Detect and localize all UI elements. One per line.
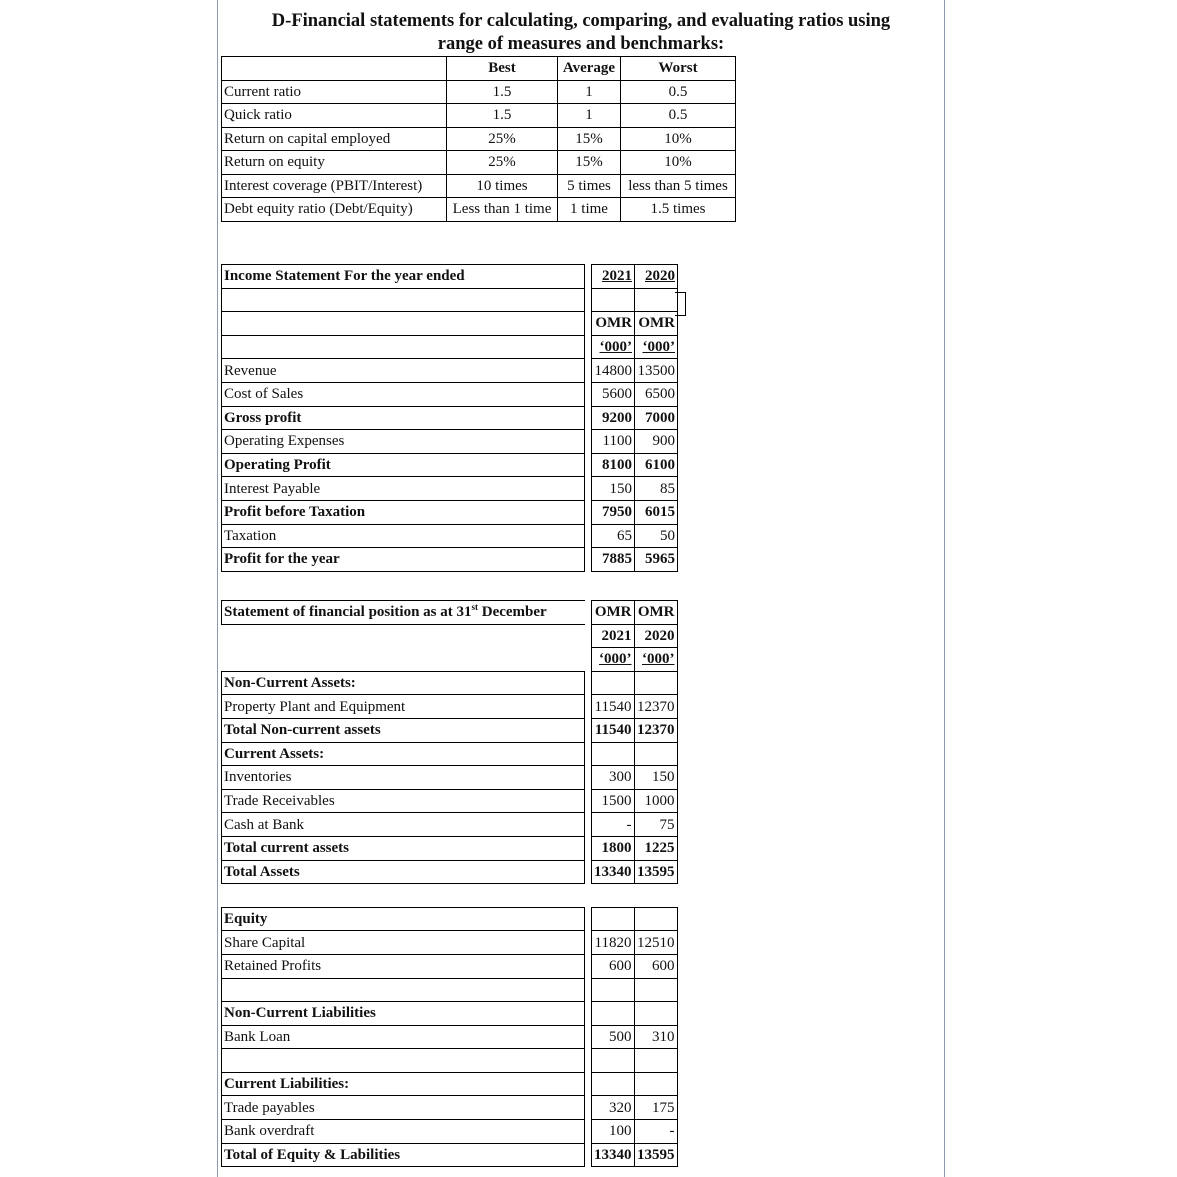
benchmark-worst: 10% [621, 151, 736, 175]
benchmark-label: Debt equity ratio (Debt/Equity) [222, 198, 447, 222]
is-row [222, 524, 678, 548]
fp-y2: 75 [634, 813, 677, 837]
fp-y2: 12370 [634, 695, 677, 719]
fp-blank [634, 907, 677, 931]
fp-row [222, 1096, 678, 1120]
benchmark-average: 15% [558, 151, 621, 175]
financial-position-table [221, 600, 678, 1167]
is-gap [585, 312, 592, 336]
fp-y2: - [634, 1120, 677, 1144]
benchmark-worst: less than 5 times [621, 174, 736, 198]
fp-label: Inventories [222, 766, 585, 790]
is-y2: 6500 [635, 382, 678, 406]
fp-section-row [222, 1072, 678, 1096]
is-unit-2: ‘000’ [635, 335, 678, 359]
fp-spacer-row [222, 1049, 678, 1073]
is-y1: 8100 [592, 453, 635, 477]
fp-y2: 600 [634, 954, 677, 978]
title-line-1: D-Financial statements for calculating, comparing, and evaluating ratios using [271, 11, 891, 31]
fp-row [222, 860, 678, 884]
is-y2: 7000 [635, 406, 678, 430]
fp-y1: 13340 [591, 1143, 634, 1167]
fp-y2: 175 [634, 1096, 677, 1120]
fp-currency-1: OMR [591, 601, 634, 625]
fp-blank [634, 884, 677, 908]
is-label: Revenue [222, 359, 585, 383]
fp-y2: 310 [634, 1025, 677, 1049]
is-blank [222, 288, 585, 312]
benchmark-label: Current ratio [222, 80, 447, 104]
is-y2: 5965 [635, 548, 678, 572]
benchmarks-header-row [222, 57, 736, 81]
stray-cell-border [675, 292, 686, 316]
is-gap [585, 548, 592, 572]
fp-heading-text-end: December [478, 604, 547, 621]
fp-blank [591, 742, 634, 766]
is-label: Operating Profit [222, 453, 585, 477]
benchmark-worst: 10% [621, 127, 736, 151]
benchmark-row [222, 151, 736, 175]
fp-y1: - [591, 813, 634, 837]
fp-label: Bank Loan [222, 1025, 585, 1049]
is-row [222, 382, 678, 406]
fp-blank [591, 1072, 634, 1096]
fp-row [222, 766, 678, 790]
fp-section-row [222, 742, 678, 766]
fp-label: Total current assets [222, 836, 585, 860]
is-blank [222, 335, 585, 359]
fp-heading [222, 601, 585, 625]
fp-label: Total Non-current assets [222, 718, 585, 742]
fp-row [222, 789, 678, 813]
benchmarks-header-blank [222, 57, 447, 81]
benchmark-average: 15% [558, 127, 621, 151]
fp-blank [591, 1002, 634, 1026]
header-worst: Worst [621, 57, 736, 81]
is-unit-1: ‘000’ [592, 335, 635, 359]
is-y1: 5600 [592, 382, 635, 406]
fp-section-row [222, 1002, 678, 1026]
is-row [222, 359, 678, 383]
is-y2: 13500 [635, 359, 678, 383]
benchmark-average: 1 [558, 80, 621, 104]
fp-currency-2: OMR [634, 601, 677, 625]
is-y1: 14800 [592, 359, 635, 383]
is-gap [585, 288, 592, 312]
fp-year-row [222, 624, 678, 648]
fp-label: Cash at Bank [222, 813, 585, 837]
benchmark-label: Quick ratio [222, 104, 447, 128]
benchmark-row [222, 104, 736, 128]
is-heading-row [222, 265, 678, 289]
fp-row [222, 695, 678, 719]
fp-label: Trade Receivables [222, 789, 585, 813]
benchmark-average: 1 time [558, 198, 621, 222]
benchmark-worst: 0.5 [621, 80, 736, 104]
is-label: Cost of Sales [222, 382, 585, 406]
fp-blank [222, 624, 585, 648]
fp-y1: 1500 [591, 789, 634, 813]
right-page-border [944, 0, 945, 1177]
title-line-2: range of measures and benchmarks: [437, 34, 725, 54]
is-y2: 6100 [635, 453, 678, 477]
fp-label: Total of Equity & Labilities [222, 1143, 585, 1167]
fp-blank [634, 1049, 677, 1073]
fp-spacer-row [222, 978, 678, 1002]
is-gap [585, 500, 592, 524]
fp-unit-1: ‘000’ [591, 648, 634, 672]
header-best: Best [447, 57, 558, 81]
fp-label: Bank overdraft [222, 1120, 585, 1144]
is-blank [592, 288, 635, 312]
fp-year2: 2020 [634, 624, 677, 648]
fp-blank [634, 742, 677, 766]
fp-y2: 13595 [634, 1143, 677, 1167]
benchmark-row [222, 80, 736, 104]
fp-y1: 500 [591, 1025, 634, 1049]
fp-label: Trade payables [222, 1096, 585, 1120]
benchmark-row [222, 127, 736, 151]
fp-year1: 2021 [591, 624, 634, 648]
fp-y2: 12370 [634, 718, 677, 742]
is-y1: 1100 [592, 430, 635, 454]
benchmark-best: Less than 1 time [447, 198, 558, 222]
is-row [222, 453, 678, 477]
fp-blank [634, 671, 677, 695]
fp-row [222, 931, 678, 955]
is-label: Gross profit [222, 406, 585, 430]
fp-y2: 12510 [634, 931, 677, 955]
fp-blank [591, 884, 634, 908]
fp-row [222, 1120, 678, 1144]
is-gap [585, 524, 592, 548]
is-gap [585, 265, 592, 289]
fp-row [222, 836, 678, 860]
fp-blank [591, 671, 634, 695]
fp-y2: 1225 [634, 836, 677, 860]
is-gap [585, 430, 592, 454]
is-y1: 9200 [592, 406, 635, 430]
fp-label: Share Capital [222, 931, 585, 955]
fp-label: Retained Profits [222, 954, 585, 978]
is-y2: 50 [635, 524, 678, 548]
is-y2: 900 [635, 430, 678, 454]
benchmark-label: Interest coverage (PBIT/Interest) [222, 174, 447, 198]
fp-y2: 1000 [634, 789, 677, 813]
is-label: Taxation [222, 524, 585, 548]
fp-section-row [222, 671, 678, 695]
benchmark-label: Return on capital employed [222, 127, 447, 151]
is-year2: 2020 [635, 265, 678, 289]
fp-unit-row [222, 648, 678, 672]
fp-section-heading: Current Assets: [222, 742, 585, 766]
is-row [222, 430, 678, 454]
benchmark-row [222, 174, 736, 198]
document-title [218, 10, 944, 56]
fp-row [222, 718, 678, 742]
fp-y1: 11540 [591, 718, 634, 742]
fp-y2: 13595 [634, 860, 677, 884]
fp-label: Total Assets [222, 860, 585, 884]
benchmark-best: 10 times [447, 174, 558, 198]
fp-y1: 320 [591, 1096, 634, 1120]
fp-section-row [222, 907, 678, 931]
fp-blank [222, 884, 585, 908]
benchmark-worst: 0.5 [621, 104, 736, 128]
benchmark-best: 1.5 [447, 80, 558, 104]
fp-row [222, 1143, 678, 1167]
fp-y1: 1800 [591, 836, 634, 860]
fp-y1: 100 [591, 1120, 634, 1144]
is-gap [585, 477, 592, 501]
fp-blank [222, 978, 585, 1002]
fp-blank [222, 1049, 585, 1073]
fp-heading-sup: st [471, 602, 478, 613]
benchmark-best: 25% [447, 151, 558, 175]
fp-y1: 13340 [591, 860, 634, 884]
fp-y1: 600 [591, 954, 634, 978]
benchmark-worst: 1.5 times [621, 198, 736, 222]
is-unit-row [222, 335, 678, 359]
fp-heading-row [222, 601, 678, 625]
is-gap [585, 453, 592, 477]
fp-blank [591, 978, 634, 1002]
is-y1: 7885 [592, 548, 635, 572]
benchmark-label: Return on equity [222, 151, 447, 175]
is-gap [585, 382, 592, 406]
benchmark-average: 5 times [558, 174, 621, 198]
fp-y1: 11540 [591, 695, 634, 719]
fp-section-heading: Current Liabilities: [222, 1072, 585, 1096]
is-y1: 150 [592, 477, 635, 501]
is-currency-row [222, 312, 678, 336]
fp-y1: 11820 [591, 931, 634, 955]
income-statement-table [221, 264, 678, 572]
is-gap [585, 359, 592, 383]
is-currency-2: OMR [635, 312, 678, 336]
is-row [222, 548, 678, 572]
is-gap [585, 406, 592, 430]
fp-section-heading: Equity [222, 907, 585, 931]
is-y1: 65 [592, 524, 635, 548]
fp-unit-2: ‘000’ [634, 648, 677, 672]
fp-blank [222, 648, 585, 672]
fp-blank [591, 907, 634, 931]
is-heading: Income Statement For the year ended [222, 265, 585, 289]
left-page-border [217, 0, 218, 1177]
benchmark-row [222, 198, 736, 222]
is-label: Operating Expenses [222, 430, 585, 454]
is-blank [635, 288, 678, 312]
fp-blank [591, 1049, 634, 1073]
is-row [222, 406, 678, 430]
is-y2: 85 [635, 477, 678, 501]
fp-row [222, 813, 678, 837]
fp-y1: 300 [591, 766, 634, 790]
benchmarks-table [221, 56, 736, 222]
fp-label: Property Plant and Equipment [222, 695, 585, 719]
fp-y2: 150 [634, 766, 677, 790]
is-blank [222, 312, 585, 336]
is-gap [585, 335, 592, 359]
is-label: Profit before Taxation [222, 500, 585, 524]
fp-row [222, 954, 678, 978]
is-blank-row [222, 288, 678, 312]
is-row [222, 500, 678, 524]
is-year1: 2021 [592, 265, 635, 289]
benchmark-best: 25% [447, 127, 558, 151]
fp-spacer-row [222, 884, 678, 908]
is-currency-1: OMR [592, 312, 635, 336]
fp-blank [634, 1072, 677, 1096]
is-row [222, 477, 678, 501]
fp-heading-text: Statement of financial position as at 31 [224, 604, 472, 621]
fp-blank [634, 978, 677, 1002]
header-average: Average [558, 57, 621, 81]
is-y2: 6015 [635, 500, 678, 524]
fp-section-heading: Non-Current Liabilities [222, 1002, 585, 1026]
fp-section-heading: Non-Current Assets: [222, 671, 585, 695]
benchmark-average: 1 [558, 104, 621, 128]
fp-blank [634, 1002, 677, 1026]
fp-row [222, 1025, 678, 1049]
benchmark-best: 1.5 [447, 104, 558, 128]
is-label: Interest Payable [222, 477, 585, 501]
is-label: Profit for the year [222, 548, 585, 572]
is-y1: 7950 [592, 500, 635, 524]
